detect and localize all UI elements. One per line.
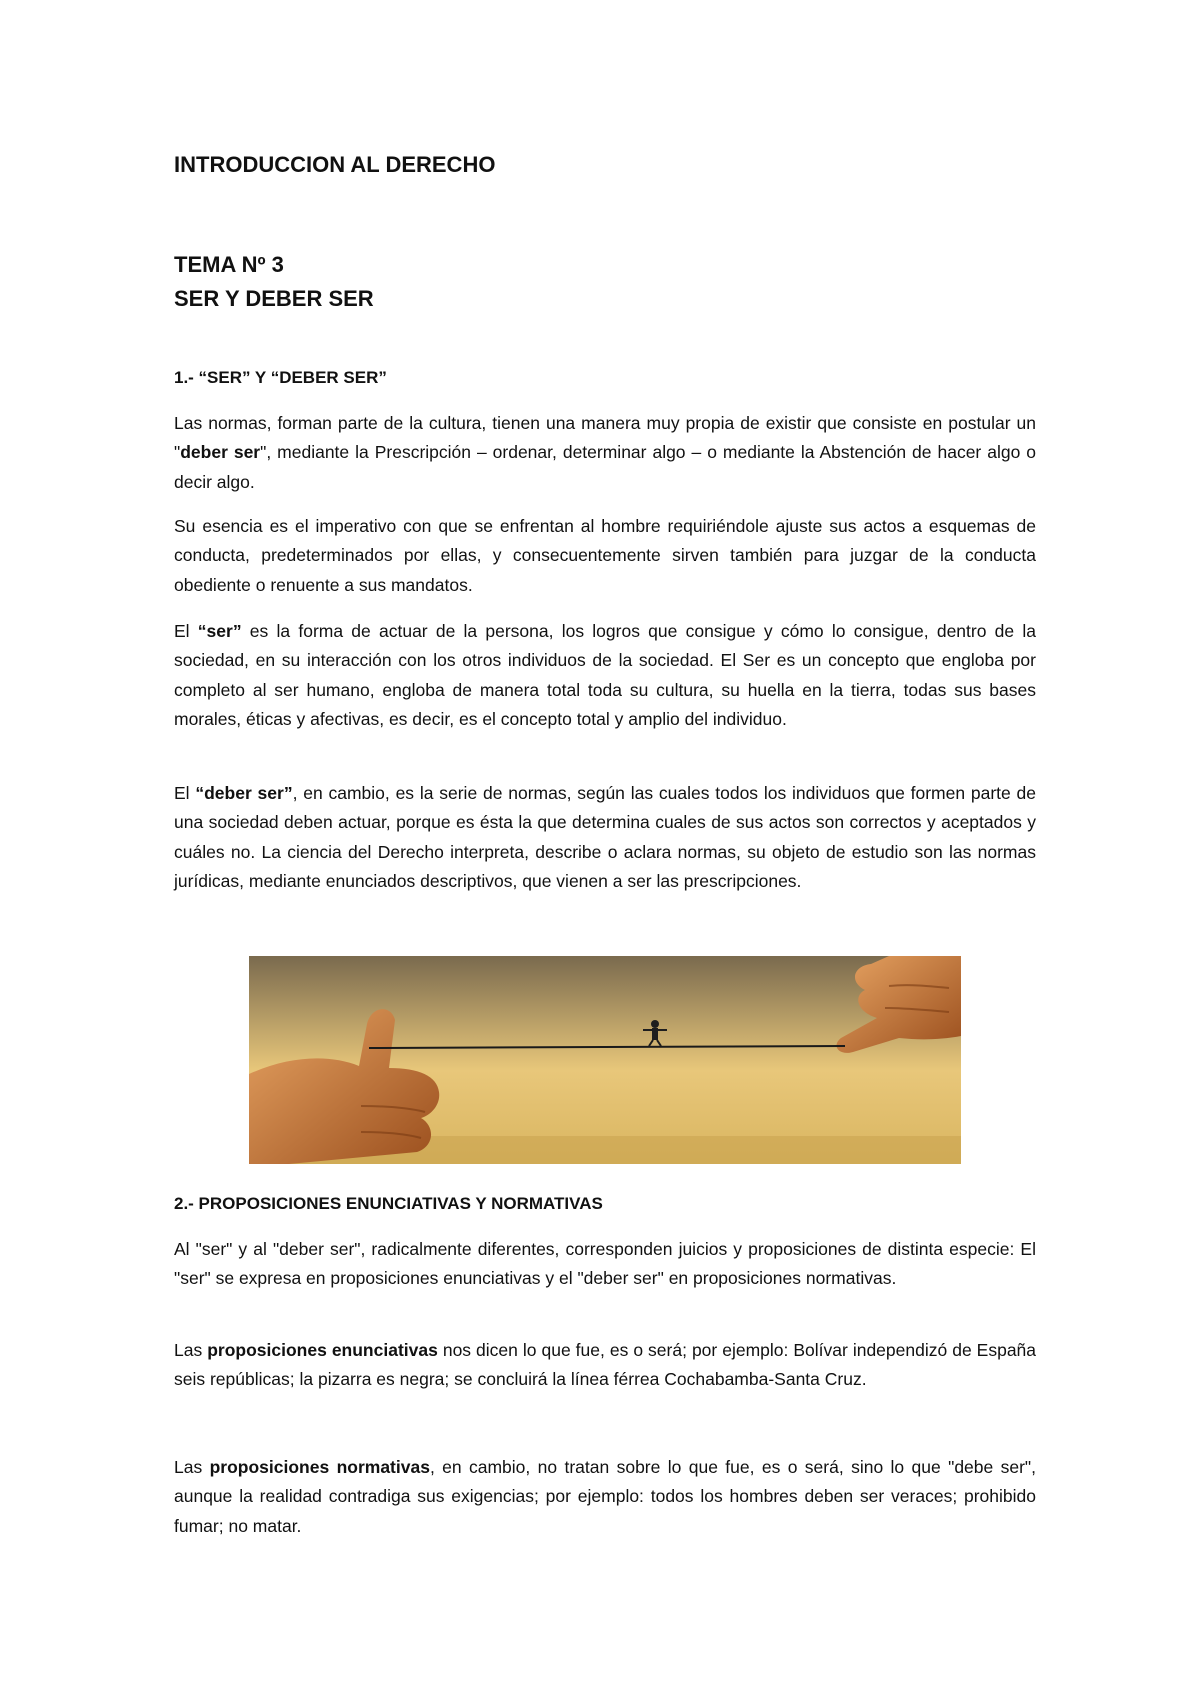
paragraph-ser: El “ser” es la forma de actuar de la persona, los logros que consigue y cómo lo consigue, dentro de la sociedad, en su interacción con los otros individuos de la sociedad. El Ser es un concepto que engloba por completo al ser humano, engloba de manera total toda su cultura, su huella en la tierra, todas sus bases morales, éticas y afectivas, es decir, es el concepto total y amplio del individuo. (174, 621, 1036, 729)
tightrope-illustration (249, 956, 961, 1164)
topic-number: TEMA Nº 3 (174, 252, 284, 277)
document-title: INTRODUCCION AL DERECHO (174, 152, 496, 177)
tightrope-illustration-svg (249, 956, 961, 1164)
paragraph-enunciativas: Las proposiciones enunciativas nos dicen lo que fue, es o será; por ejemplo: Bolívar independizó de España seis repúblicas; la pizarra es negra; se concluirá la línea férrea Cochabamba-Santa Cruz. (174, 1340, 1037, 1390)
paragraph-normas: Las normas, forman parte de la cultura, tienen una manera muy propia de existir que consiste en postular un "deber ser", mediante la Prescripción – ordenar, determinar algo – o mediante la Abstención de hacer algo o decir algo. (174, 413, 1037, 492)
paragraph-proposiciones: Al "ser" y al "deber ser", radicalmente diferentes, corresponden juicios y proposiciones de distinta especie: El "ser" se expresa en proposiciones enunciativas y el "deber ser" en proposiciones normativas. (174, 1239, 1036, 1289)
section-1-heading: 1.- “SER” Y “DEBER SER” (174, 368, 387, 387)
topic-subtitle: SER Y DEBER SER (174, 286, 374, 311)
paragraph-normativas: Las proposiciones normativas, en cambio, no tratan sobre lo que fue, es o será, sino lo que "debe ser", aunque la realidad contradiga sus exigencias; por ejemplo: todos los hombres deben ser veraces; prohibido fumar; no matar. (174, 1457, 1036, 1536)
paragraph-deber-ser: El “deber ser”, en cambio, es la serie de normas, según las cuales todos los individuos que formen parte de una sociedad deben actuar, porque es ésta la que determina cuales de sus actos son correctos y aceptados y cuáles no. La ciencia del Derecho interpreta, describe o aclara normas, su objeto de estudio son las normas jurídicas, mediante enunciados descriptivos, que vienen a ser las prescripciones. (174, 783, 1036, 891)
paragraph-esencia: Su esencia es el imperativo con que se enfrentan al hombre requiriéndole ajuste sus actos a esquemas de conducta, predeterminados por ellas, y consecuentemente sirven también para juzgar de la conducta obediente o renuente a sus mandatos. (174, 516, 1036, 595)
section-2-heading: 2.- PROPOSICIONES ENUNCIATIVAS Y NORMATIVAS (174, 1194, 603, 1213)
